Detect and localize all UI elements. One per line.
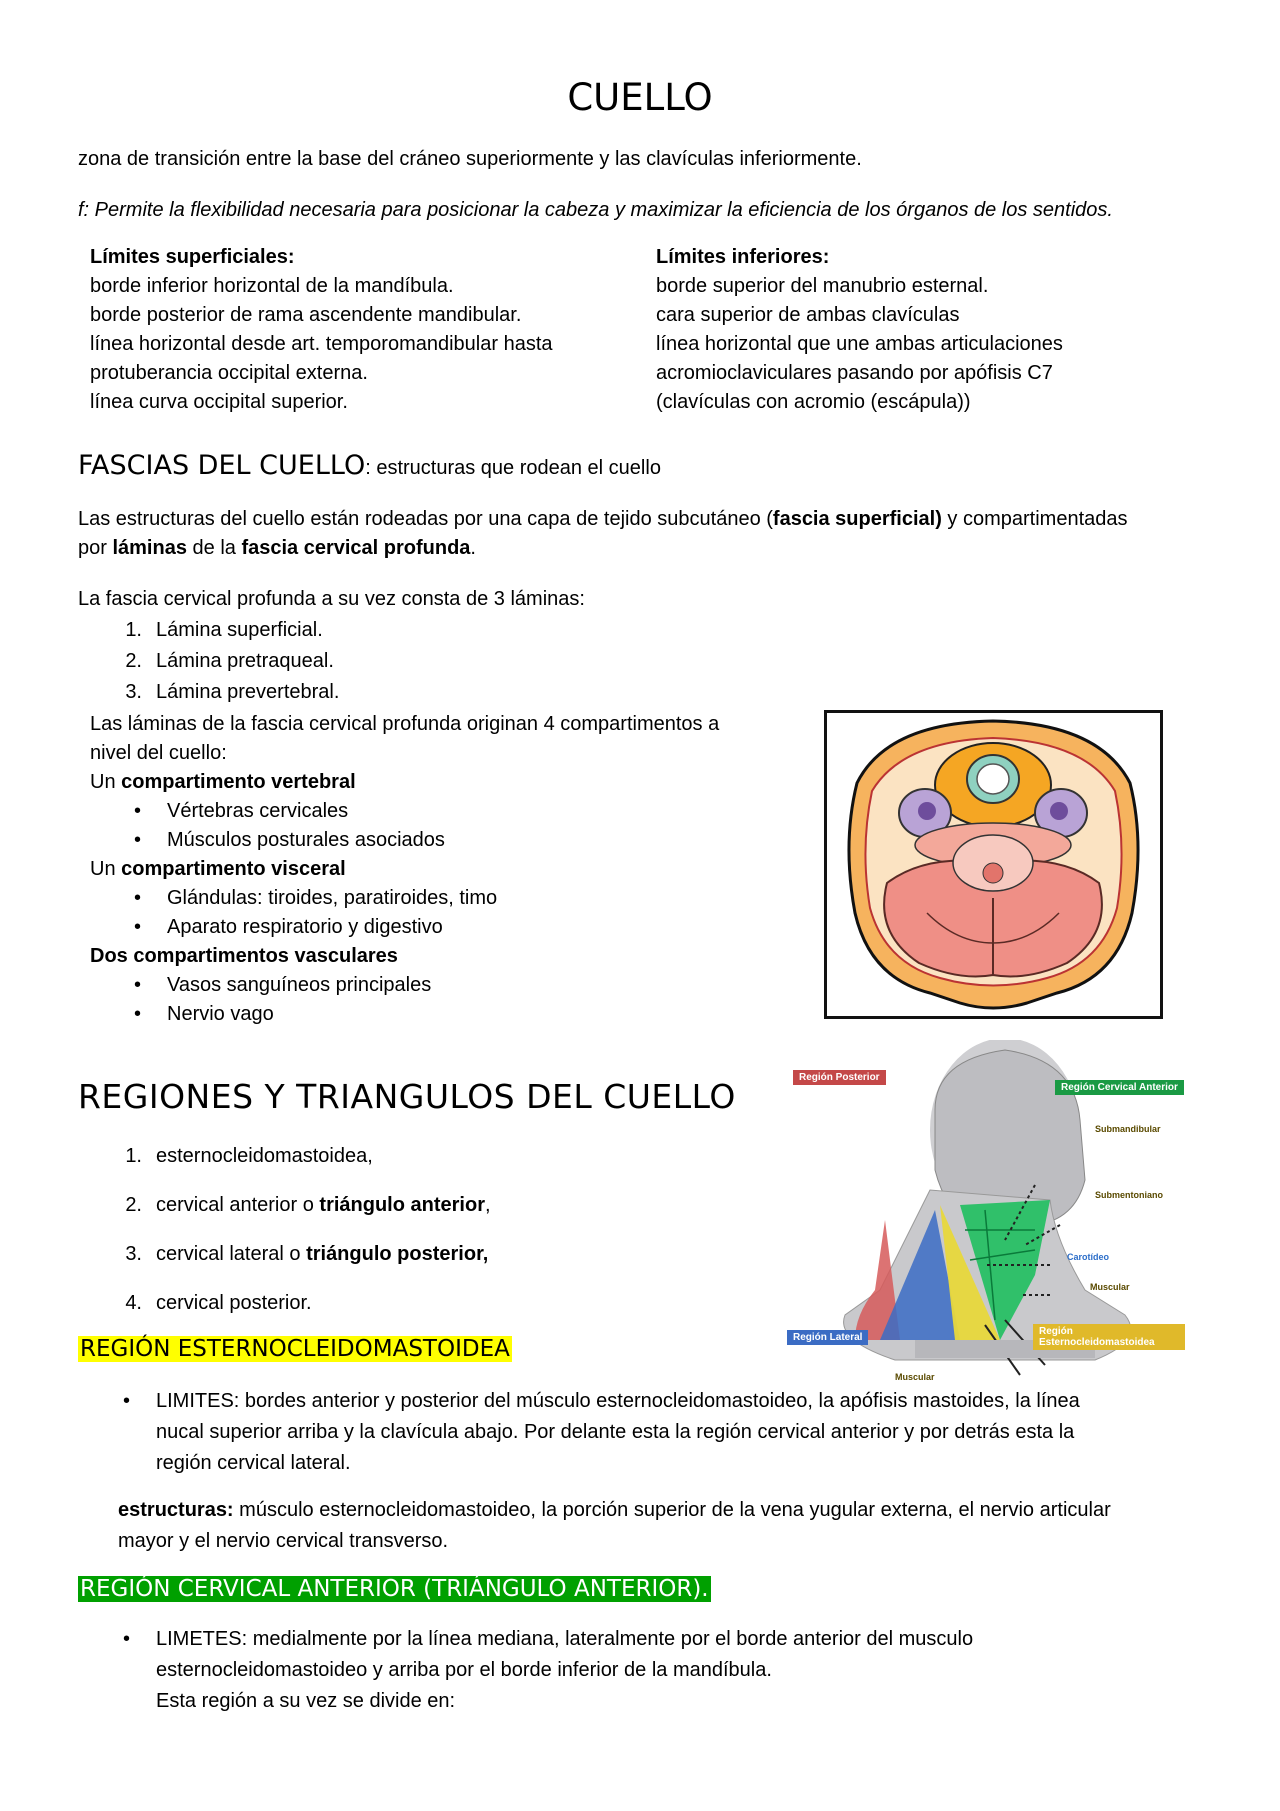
carotideo-label: Carotídeo	[1067, 1252, 1110, 1262]
neck-cross-section-figure	[824, 710, 1163, 1019]
laminas-list	[125, 616, 340, 709]
limit-line: borde superior del manubrio esternal.	[656, 275, 989, 297]
anterior-limites: • LIMETES: medialmente por la línea mediana, lateralmente por el borde anterior del musculo esternocleidomastoideo y arriba por el borde inferior de la mandíbula. Esta región a su vez se divide en:	[123, 1628, 974, 1712]
list-item: 2. Lámina pretraqueal.	[125, 650, 334, 672]
regiones-heading: REGIONES Y TRIANGULOS DEL CUELLO	[78, 1077, 736, 1116]
region-lateral-label: Región Lateral	[787, 1330, 868, 1345]
list-item: 3. Lámina prevertebral.	[125, 681, 340, 703]
regiones-list	[125, 1142, 491, 1338]
list-item: • Vasos sanguíneos principales	[134, 974, 432, 996]
fascias-para-1: Las estructuras del cuello están rodeadas por una capa de tejido subcutáneo (fascia superficial) y compartimentadas por láminas de la fascia cervical profunda.	[78, 508, 1128, 559]
limit-line: (clavículas con acromio (escápula))	[656, 391, 971, 413]
list-item: 2. cervical anterior o triángulo anterior,	[125, 1194, 491, 1216]
fascias-para-2: La fascia cervical profunda a su vez consta de 3 láminas:	[78, 588, 585, 610]
region-posterior-label: Región Posterior	[793, 1070, 886, 1085]
limits-superficial	[90, 243, 630, 417]
list-item: • Aparato respiratorio y digestivo	[134, 916, 443, 938]
limit-line: línea horizontal que une ambas articulaciones	[656, 333, 1063, 355]
limits-inferior	[656, 243, 1216, 417]
list-item: • Nervio vago	[134, 1003, 274, 1025]
intro-function: f: Permite la flexibilidad necesaria para posicionar la cabeza y maximizar la eficiencia de los órganos de los sentidos.	[78, 199, 1113, 221]
region-anterior-label: Región Cervical Anterior	[1055, 1080, 1184, 1095]
list-item: 1. Lámina superficial.	[125, 619, 323, 641]
muscular-bottom-label: Muscular	[895, 1372, 935, 1382]
ecm-limites: • LIMITES: bordes anterior y posterior del músculo esternocleidomastoideo, la apófisis mastoides, la línea nucal superior arriba y la clavícula abajo. Por delante esta la región cervical anterior y por detrás esta la región cervical lateral.	[123, 1390, 1080, 1474]
limit-line: línea horizontal desde art. temporomandibular hasta	[90, 333, 553, 355]
list-item: • Vértebras cervicales	[134, 800, 349, 822]
submentoniano-label: Submentoniano	[1095, 1190, 1163, 1200]
intro-definition: zona de transición entre la base del cráneo superiormente y las clavículas inferiormente.	[78, 148, 862, 170]
limit-line: acromioclaviculares pasando por apófisis C7	[656, 362, 1053, 384]
submandibular-label: Submandibular	[1095, 1124, 1161, 1134]
region-ecm-label: Región Esternocleidomastoidea	[1033, 1324, 1185, 1350]
compartment-vascular: Dos compartimentos vasculares	[90, 945, 398, 967]
neck-regions-figure	[785, 1040, 1185, 1380]
ecm-estructuras: estructuras: músculo esternocleidomastoideo, la porción superior de la vena yugular externa, el nervio articular mayor y el nervio cervical transverso.	[118, 1499, 1111, 1552]
list-item: • Glándulas: tiroides, paratiroides, timo	[134, 887, 498, 909]
list-item: 1. esternocleidomastoidea,	[125, 1145, 373, 1167]
limits-superficial-heading: Límites superficiales:	[90, 246, 295, 268]
list-item: 4. cervical posterior.	[125, 1292, 312, 1314]
compartment-visceral: Un compartimento visceral	[90, 858, 346, 880]
limit-line: línea curva occipital superior.	[90, 391, 348, 413]
list-item: • Músculos posturales asociados	[134, 829, 445, 851]
list-item: 3. cervical lateral o triángulo posterior,	[125, 1243, 489, 1265]
cross-section-illustration	[827, 713, 1160, 1016]
limit-line: protuberancia occipital externa.	[90, 362, 368, 384]
anterior-heading: REGIÓN CERVICAL ANTERIOR (TRIÁNGULO ANTERIOR).	[80, 1576, 709, 1602]
limit-line: borde inferior horizontal de la mandíbula.	[90, 275, 454, 297]
limits-inferior-heading: Límites inferiores:	[656, 246, 830, 268]
muscular-label: Muscular	[1090, 1282, 1130, 1292]
page-title: CUELLO	[567, 76, 713, 119]
compartment-vertebral: Un compartimento vertebral	[90, 771, 356, 793]
limit-line: borde posterior de rama ascendente mandibular.	[90, 304, 522, 326]
limit-line: cara superior de ambas clavículas	[656, 304, 960, 326]
ecm-heading: REGIÓN ESTERNOCLEIDOMASTOIDEA	[80, 1336, 510, 1362]
compartments-block: Las láminas de la fascia cervical profunda originan 4 compartimentos a nivel del cuello: Un compartimento vertebral • Vértebras cervicales • Músculos posturales asociados Un compartimento visceral • Glándulas: tiroides, paratiroides, timo • Aparato respiratorio y digestivo Dos compartimentos vasculares • Vasos sanguíneos principales • Nervio vago	[90, 710, 790, 1029]
fascias-heading: FASCIAS DEL CUELLO: estructuras que rodean el cuello	[78, 450, 661, 481]
